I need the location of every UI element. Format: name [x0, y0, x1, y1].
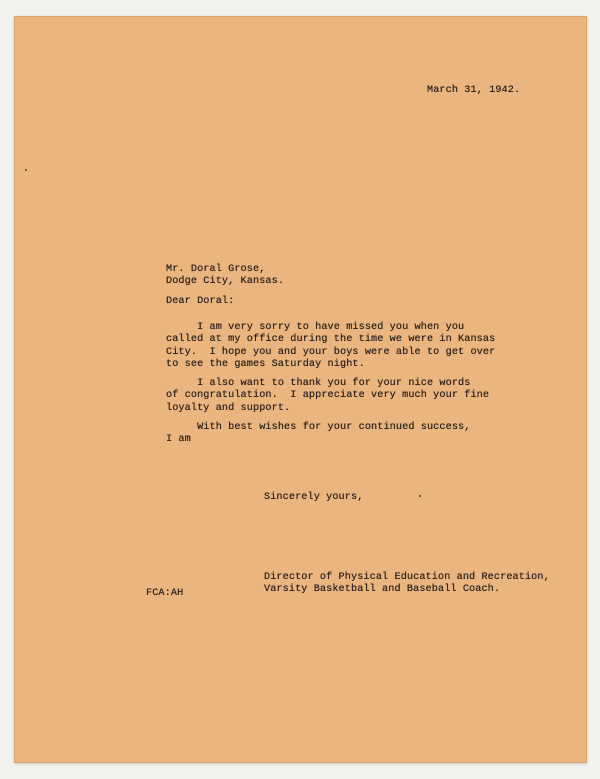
- paragraph-1-line: called at my office during the time we were in Kansas: [166, 334, 496, 346]
- complimentary-closing: Sincerely yours,: [264, 492, 364, 503]
- letter-date: March 31, 1942.: [427, 85, 521, 96]
- recipient-city: Dodge City, Kansas.: [166, 276, 285, 288]
- paragraph-2-line: loyalty and support.: [166, 402, 291, 414]
- paragraph-1-line: to see the games Saturday night.: [166, 359, 365, 371]
- recipient-name: Mr. Doral Grose,: [166, 264, 266, 275]
- paragraph-1: [166, 322, 495, 372]
- letter-page: [14, 16, 587, 763]
- reference-initials: FCA:AH: [146, 588, 184, 599]
- paper-speck: [25, 169, 27, 171]
- signature-title-line-1: Director of Physical Education and Recreation,: [264, 572, 550, 583]
- paragraph-1-line: City. I hope you and your boys were able to get over: [166, 346, 496, 358]
- paragraph-3-line: I am: [166, 434, 191, 446]
- paragraph-2: [166, 378, 489, 415]
- recipient-address: [166, 264, 284, 289]
- paragraph-2-line: of congratulation. I appreciate very much your fine: [166, 390, 490, 402]
- paragraph-2-line: I also want to thank you for your nice words: [166, 378, 471, 389]
- signature-block: [264, 572, 550, 597]
- signature-title-line-2: Varsity Basketball and Baseball Coach.: [264, 584, 501, 596]
- paragraph-3: [166, 422, 470, 447]
- paragraph-1-line: I am very sorry to have missed you when you: [166, 322, 465, 333]
- paper-speck: [419, 495, 421, 497]
- paragraph-3-line: With best wishes for your continued success,: [166, 422, 471, 433]
- salutation: Dear Doral:: [166, 296, 235, 307]
